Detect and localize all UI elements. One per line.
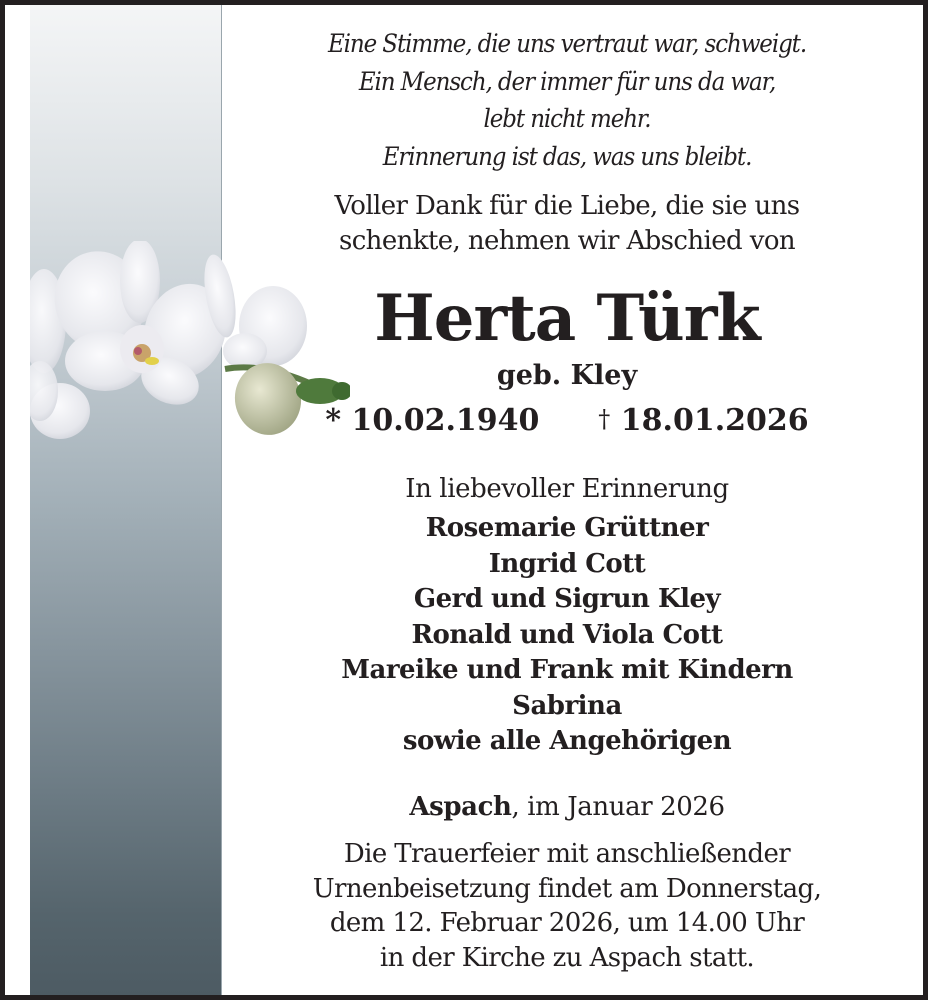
obituary-card xyxy=(5,5,923,995)
ceremony-info xyxy=(267,837,867,975)
mourner: Mareike und Frank mit Kindern xyxy=(341,655,793,685)
birth-star-icon: * xyxy=(325,403,342,438)
poem-line: Erinnerung ist das, was uns bleibt. xyxy=(382,141,752,171)
mourner: Rosemarie Grüttner xyxy=(425,513,709,543)
mourners-list xyxy=(267,511,867,760)
death-cross-icon: † xyxy=(598,405,611,433)
mourner: sowie alle Angehörigen xyxy=(402,726,732,756)
life-dates xyxy=(267,399,867,441)
mourner: Ronald und Viola Cott xyxy=(411,619,723,650)
birth-date: 10.02.1940 xyxy=(351,403,540,438)
intro-line: Voller Dank für die Liebe, die sie uns xyxy=(334,191,800,221)
place-name: Aspach xyxy=(409,792,512,822)
poem-line: Eine Stimme, die uns vertraut war, schweigt. xyxy=(327,29,807,58)
poem-line: lebt nicht mehr. xyxy=(483,104,651,133)
poem xyxy=(291,25,843,175)
place-date xyxy=(267,789,867,825)
memory-heading: In liebevoller Erinnerung xyxy=(405,474,729,504)
intro-line: schenkte, nehmen wir Abschied von xyxy=(338,226,796,256)
band-edge-divider xyxy=(221,5,222,995)
ceremony-line: in der Kirche zu Aspach statt. xyxy=(379,942,755,973)
deceased-name: Herta Türk xyxy=(374,281,760,356)
ceremony-line: dem 12. Februar 2026, um 14.00 Uhr xyxy=(329,908,805,938)
poem-line: Ein Mensch, der immer für uns da war, xyxy=(358,66,776,96)
place-date-rest: , im Januar 2026 xyxy=(511,792,725,822)
maiden-name: geb. Kley xyxy=(496,360,638,391)
ceremony-line: Die Trauerfeier mit anschließender xyxy=(343,839,791,869)
gradient-band xyxy=(30,5,222,995)
death-date: 18.01.2026 xyxy=(620,403,809,438)
intro-text xyxy=(267,189,867,259)
mourner: Gerd und Sigrun Kley xyxy=(413,584,721,614)
ceremony-line: Urnenbeisetzung findet am Donnerstag, xyxy=(312,873,822,904)
mourner: Ingrid Cott xyxy=(488,548,646,579)
mourner: Sabrina xyxy=(512,690,622,721)
